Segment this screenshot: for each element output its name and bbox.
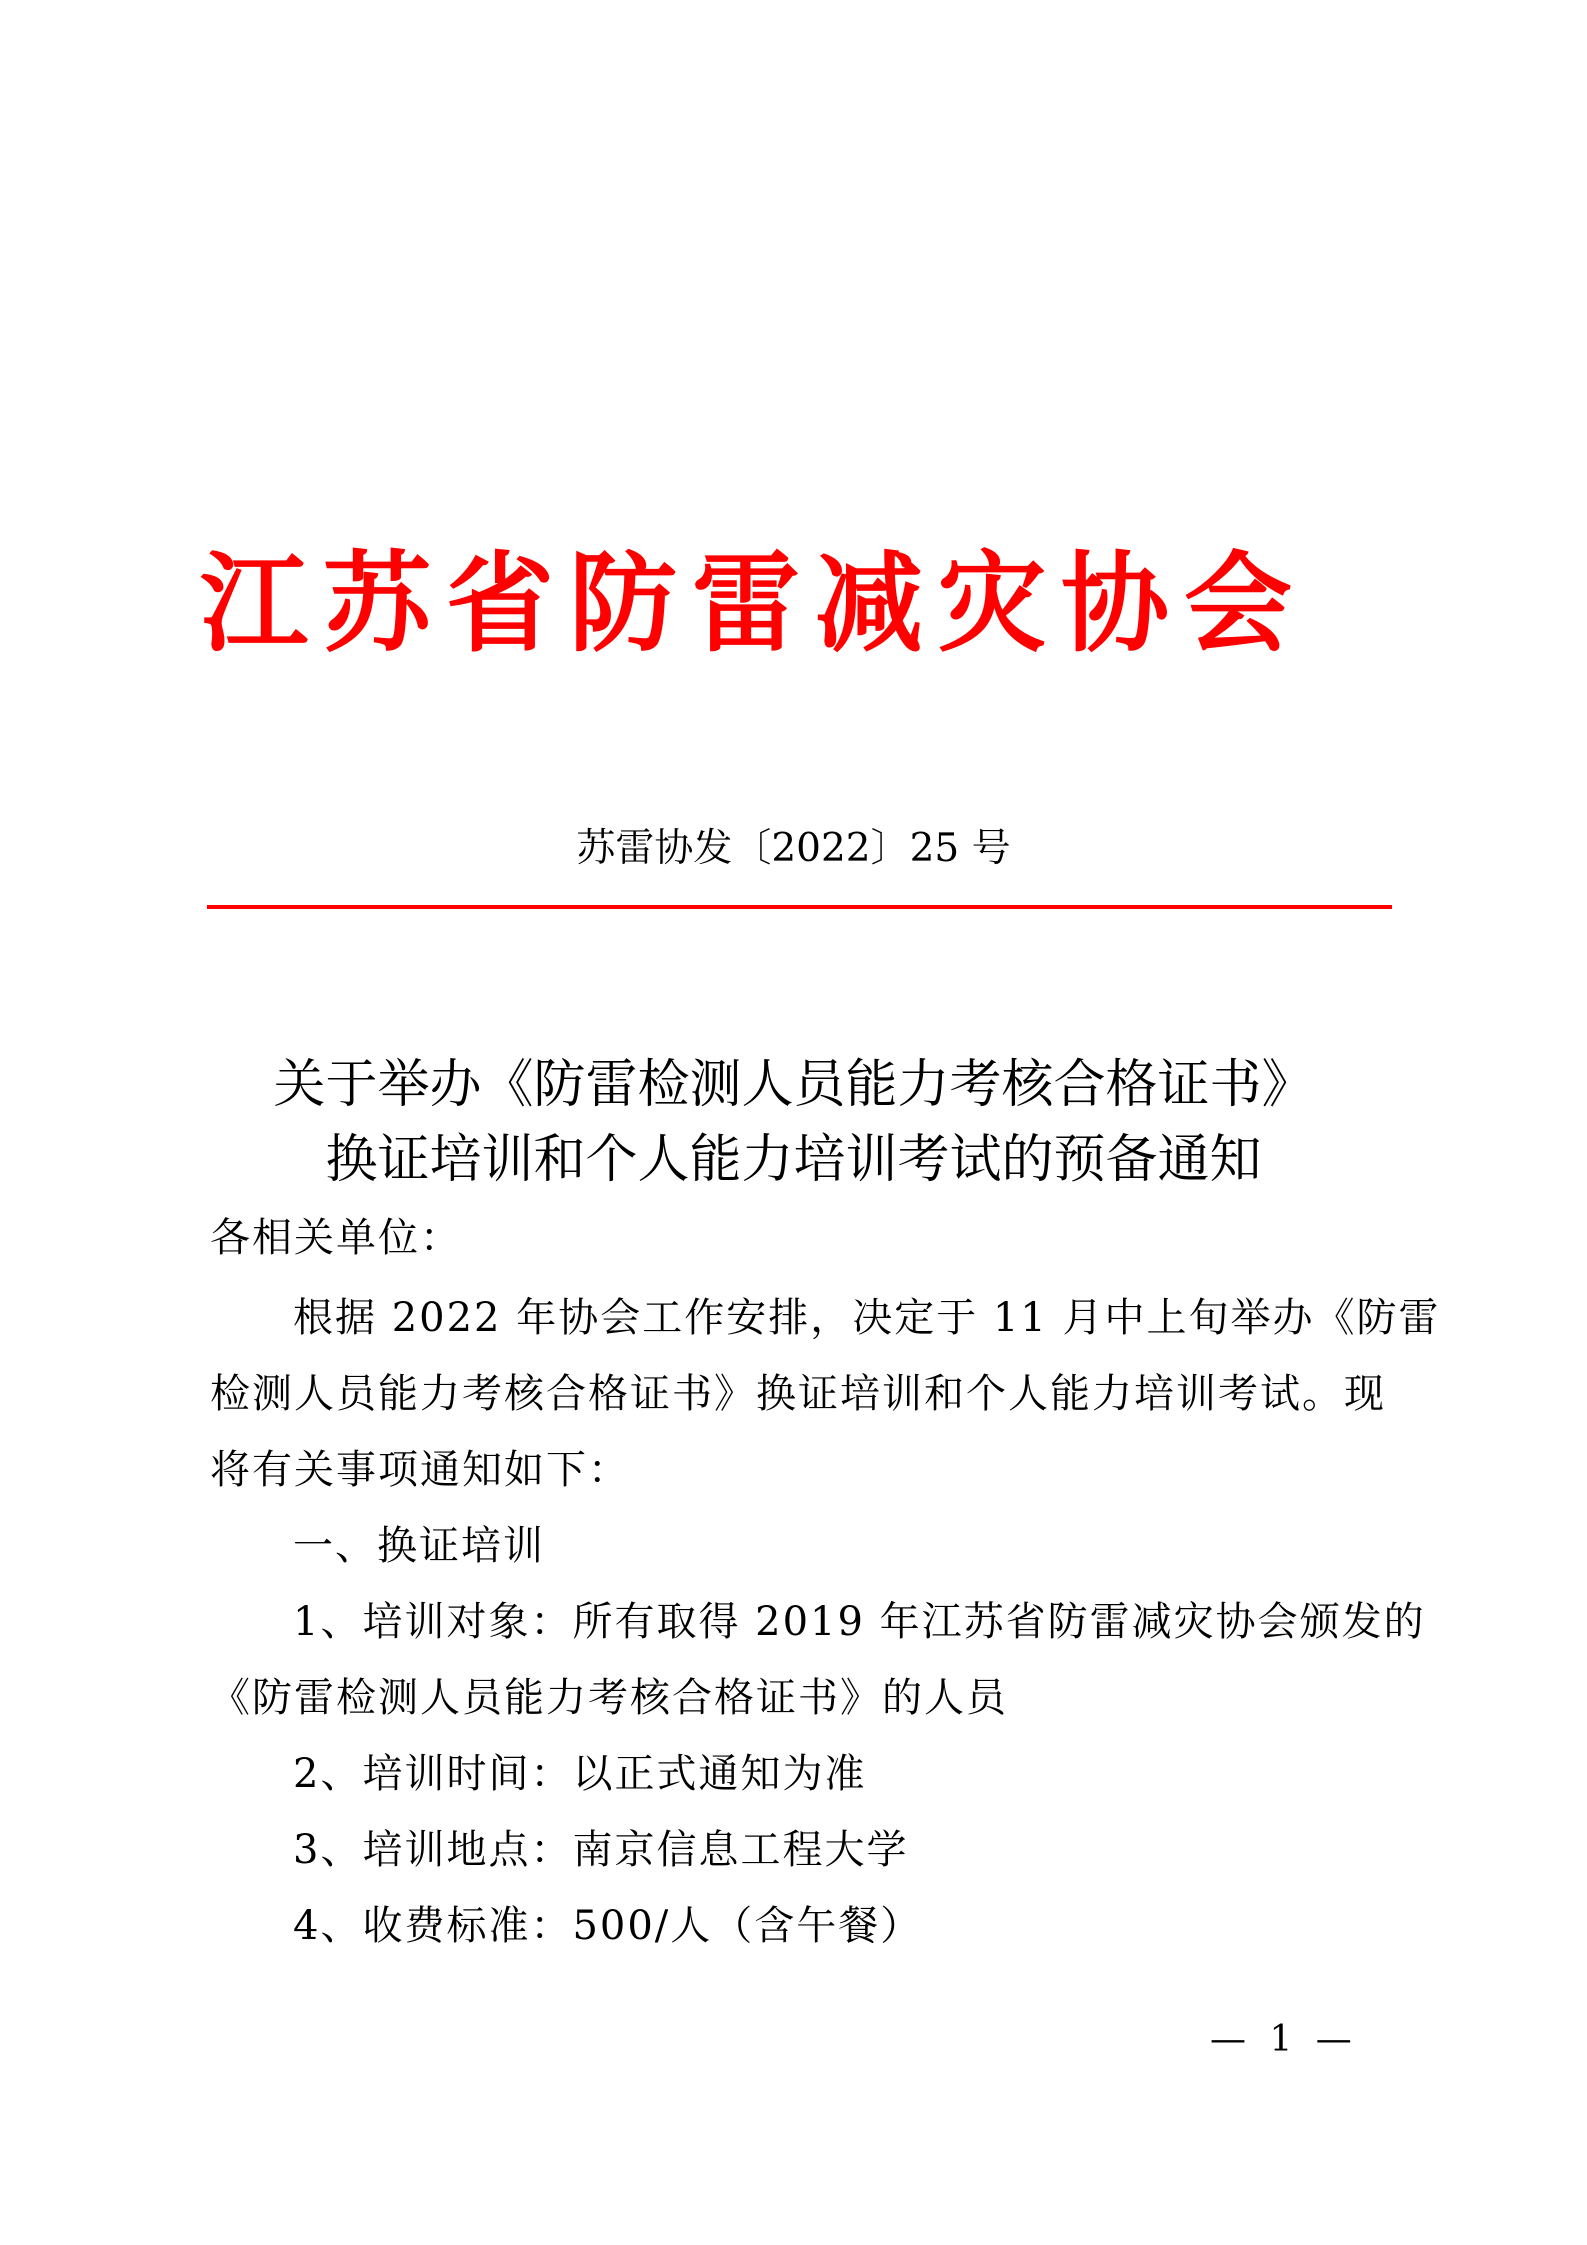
- intro-line-2: 检测人员能力考核合格证书》换证培训和个人能力培训考试。现: [210, 1371, 1386, 1417]
- intro-line-3: 将有关事项通知如下：: [210, 1447, 630, 1493]
- item-1-line-1: 1、培训对象：所有取得 2019 年江苏省防雷减灾协会颁发的: [293, 1599, 1426, 1645]
- item-2: 2、培训时间：以正式通知为准: [293, 1751, 867, 1797]
- intro-line-1: 根据 2022 年协会工作安排，决定于 11 月中上旬举办《防雷: [293, 1295, 1441, 1341]
- page-number: — 1 —: [1210, 2019, 1358, 2060]
- notice-title-line-2: 换证培训和个人能力培训考试的预备通知: [325, 1130, 1262, 1190]
- item-4: 4、收费标准：500/人（含午餐）: [293, 1903, 923, 1949]
- masthead-title: 江苏省防雷减灾协会: [200, 542, 1308, 667]
- document-number: 苏雷协发〔2022〕25 号: [576, 826, 1011, 871]
- section-heading-renewal-training: 一、换证培训: [293, 1523, 545, 1569]
- salutation: 各相关单位：: [210, 1215, 462, 1261]
- masthead-divider: [207, 905, 1392, 909]
- notice-title-line-1: 关于举办《防雷检测人员能力考核合格证书》: [273, 1055, 1314, 1115]
- item-1-line-2: 《防雷检测人员能力考核合格证书》的人员: [210, 1675, 1008, 1721]
- item-3: 3、培训地点：南京信息工程大学: [293, 1827, 909, 1873]
